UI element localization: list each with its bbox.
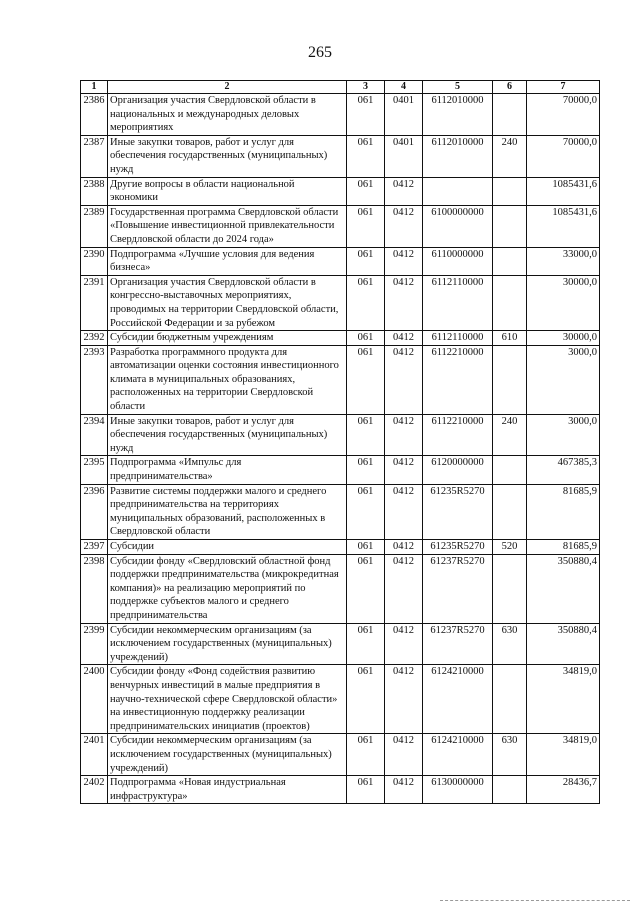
column-header: 2 <box>108 81 347 94</box>
chapter-code: 061 <box>347 331 385 346</box>
row-number: 2386 <box>81 94 108 136</box>
row-name: Подпрограмма «Новая индустриальная инфраструктура» <box>108 776 347 804</box>
chapter-code: 061 <box>347 275 385 330</box>
table-row <box>81 484 600 539</box>
row-amount: 1085431,6 <box>527 205 600 247</box>
row-number: 2387 <box>81 135 108 177</box>
page-number: 265 <box>308 44 332 61</box>
section-code: 0401 <box>385 94 423 136</box>
table-row <box>81 776 600 804</box>
chapter-code: 061 <box>347 177 385 205</box>
section-code: 0412 <box>385 247 423 275</box>
row-name: Развитие системы поддержки малого и среднего предпринимательства на территориях муниципальных образований, расположенных в Свердловской области <box>108 484 347 539</box>
target-article-code: 6112110000 <box>423 275 493 330</box>
target-article-code: 6124210000 <box>423 734 493 776</box>
section-code: 0412 <box>385 205 423 247</box>
expense-type-code: 240 <box>493 135 527 177</box>
row-number: 2391 <box>81 275 108 330</box>
row-name: Организация участия Свердловской области в национальных и международных деловых мероприятиях <box>108 94 347 136</box>
row-amount: 30000,0 <box>527 331 600 346</box>
column-header: 6 <box>493 81 527 94</box>
row-number: 2400 <box>81 665 108 734</box>
column-header: 5 <box>423 81 493 94</box>
chapter-code: 061 <box>347 484 385 539</box>
row-name: Субсидии некоммерческим организациям (за исключением государственных (муниципальных) учреждений) <box>108 734 347 776</box>
column-header: 7 <box>527 81 600 94</box>
scan-footer-line <box>440 899 630 901</box>
section-code: 0412 <box>385 540 423 555</box>
row-name: Иные закупки товаров, работ и услуг для обеспечения государственных (муниципальных) нужд <box>108 135 347 177</box>
row-name: Субсидии бюджетным учреждениям <box>108 331 347 346</box>
table-row <box>81 554 600 623</box>
table-row <box>81 135 600 177</box>
section-code: 0412 <box>385 275 423 330</box>
row-name: Субсидии фонду «Фонд содействия развитию венчурных инвестиций в малые предприятия в научно-технической сфере Свердловской области» на инвестиционную поддержку реализации предпринимательских инициатив (проектов) <box>108 665 347 734</box>
expense-type-code: 630 <box>493 734 527 776</box>
chapter-code: 061 <box>347 665 385 734</box>
expense-type-code <box>493 456 527 484</box>
row-number: 2388 <box>81 177 108 205</box>
chapter-code: 061 <box>347 734 385 776</box>
row-number: 2402 <box>81 776 108 804</box>
chapter-code: 061 <box>347 554 385 623</box>
table-row <box>81 247 600 275</box>
table-row <box>81 734 600 776</box>
chapter-code: 061 <box>347 776 385 804</box>
chapter-code: 061 <box>347 540 385 555</box>
expense-type-code: 240 <box>493 414 527 456</box>
column-header: 3 <box>347 81 385 94</box>
row-number: 2392 <box>81 331 108 346</box>
section-code: 0412 <box>385 665 423 734</box>
chapter-code: 061 <box>347 135 385 177</box>
row-number: 2399 <box>81 623 108 665</box>
target-article-code: 6112210000 <box>423 414 493 456</box>
expense-type-code <box>493 247 527 275</box>
row-name: Подпрограмма «Импульс для предпринимательства» <box>108 456 347 484</box>
column-header-row <box>81 81 600 94</box>
section-code: 0412 <box>385 414 423 456</box>
row-amount: 34819,0 <box>527 665 600 734</box>
expense-type-code <box>493 94 527 136</box>
column-header: 1 <box>81 81 108 94</box>
target-article-code: 6112110000 <box>423 331 493 346</box>
target-article-code: 61237R5270 <box>423 554 493 623</box>
expense-type-code: 610 <box>493 331 527 346</box>
section-code: 0412 <box>385 623 423 665</box>
target-article-code: 61235R5270 <box>423 484 493 539</box>
target-article-code: 6100000000 <box>423 205 493 247</box>
chapter-code: 061 <box>347 414 385 456</box>
section-code: 0412 <box>385 734 423 776</box>
row-name: Подпрограмма «Лучшие условия для ведения бизнеса» <box>108 247 347 275</box>
expense-type-code <box>493 205 527 247</box>
row-name: Субсидии фонду «Свердловский областной фонд поддержки предпринимательства (микрокредитная компания)» на реализацию мероприятий по поддержке субъектов малого и среднего предпринимательства <box>108 554 347 623</box>
row-name: Субсидии <box>108 540 347 555</box>
row-amount: 70000,0 <box>527 94 600 136</box>
chapter-code: 061 <box>347 205 385 247</box>
table-row <box>81 345 600 414</box>
row-name: Другие вопросы в области национальной экономики <box>108 177 347 205</box>
row-amount: 70000,0 <box>527 135 600 177</box>
section-code: 0412 <box>385 177 423 205</box>
table-row <box>81 275 600 330</box>
section-code: 0412 <box>385 345 423 414</box>
row-number: 2401 <box>81 734 108 776</box>
chapter-code: 061 <box>347 456 385 484</box>
row-number: 2397 <box>81 540 108 555</box>
chapter-code: 061 <box>347 94 385 136</box>
expense-type-code <box>493 275 527 330</box>
table-row <box>81 414 600 456</box>
row-number: 2390 <box>81 247 108 275</box>
expense-type-code: 630 <box>493 623 527 665</box>
section-code: 0412 <box>385 554 423 623</box>
section-code: 0401 <box>385 135 423 177</box>
target-article-code: 61235R5270 <box>423 540 493 555</box>
chapter-code: 061 <box>347 247 385 275</box>
section-code: 0412 <box>385 776 423 804</box>
section-code: 0412 <box>385 484 423 539</box>
row-number: 2394 <box>81 414 108 456</box>
row-amount: 33000,0 <box>527 247 600 275</box>
table-row <box>81 94 600 136</box>
budget-table <box>80 80 600 804</box>
expense-type-code <box>493 345 527 414</box>
row-name: Иные закупки товаров, работ и услуг для обеспечения государственных (муниципальных) нужд <box>108 414 347 456</box>
expense-type-code <box>493 484 527 539</box>
table-row <box>81 665 600 734</box>
row-amount: 467385,3 <box>527 456 600 484</box>
table-row <box>81 331 600 346</box>
row-amount: 1085431,6 <box>527 177 600 205</box>
row-number: 2396 <box>81 484 108 539</box>
row-number: 2389 <box>81 205 108 247</box>
column-header: 4 <box>385 81 423 94</box>
row-name: Разработка программного продукта для автоматизации оценки состояния инвестиционного климата в муниципальных образованиях, расположенных на территории Свердловской области <box>108 345 347 414</box>
chapter-code: 061 <box>347 345 385 414</box>
target-article-code: 6130000000 <box>423 776 493 804</box>
expense-type-code <box>493 776 527 804</box>
row-amount: 34819,0 <box>527 734 600 776</box>
section-code: 0412 <box>385 331 423 346</box>
chapter-code: 061 <box>347 623 385 665</box>
row-amount: 3000,0 <box>527 345 600 414</box>
table-row <box>81 456 600 484</box>
target-article-code: 6112210000 <box>423 345 493 414</box>
row-number: 2398 <box>81 554 108 623</box>
row-name: Государственная программа Свердловской области «Повышение инвестиционной привлекательности Свердловской области до 2024 года» <box>108 205 347 247</box>
row-name: Субсидии некоммерческим организациям (за исключением государственных (муниципальных) учреждений) <box>108 623 347 665</box>
target-article-code: 6110000000 <box>423 247 493 275</box>
row-amount: 28436,7 <box>527 776 600 804</box>
target-article-code <box>423 177 493 205</box>
expense-type-code <box>493 665 527 734</box>
row-amount: 81685,9 <box>527 540 600 555</box>
target-article-code: 61237R5270 <box>423 623 493 665</box>
table-row <box>81 623 600 665</box>
row-amount: 350880,4 <box>527 623 600 665</box>
row-amount: 30000,0 <box>527 275 600 330</box>
row-amount: 350880,4 <box>527 554 600 623</box>
expense-type-code: 520 <box>493 540 527 555</box>
row-amount: 81685,9 <box>527 484 600 539</box>
row-amount: 3000,0 <box>527 414 600 456</box>
table-row <box>81 540 600 555</box>
target-article-code: 6112010000 <box>423 94 493 136</box>
expense-type-code <box>493 554 527 623</box>
section-code: 0412 <box>385 456 423 484</box>
target-article-code: 6124210000 <box>423 665 493 734</box>
table-row <box>81 205 600 247</box>
target-article-code: 6112010000 <box>423 135 493 177</box>
expense-type-code <box>493 177 527 205</box>
row-number: 2395 <box>81 456 108 484</box>
table-row <box>81 177 600 205</box>
row-name: Организация участия Свердловской области в конгрессно-выставочных мероприятиях, проводимых на территории Свердловской области, Российской Федерации и за рубежом <box>108 275 347 330</box>
row-number: 2393 <box>81 345 108 414</box>
target-article-code: 6120000000 <box>423 456 493 484</box>
